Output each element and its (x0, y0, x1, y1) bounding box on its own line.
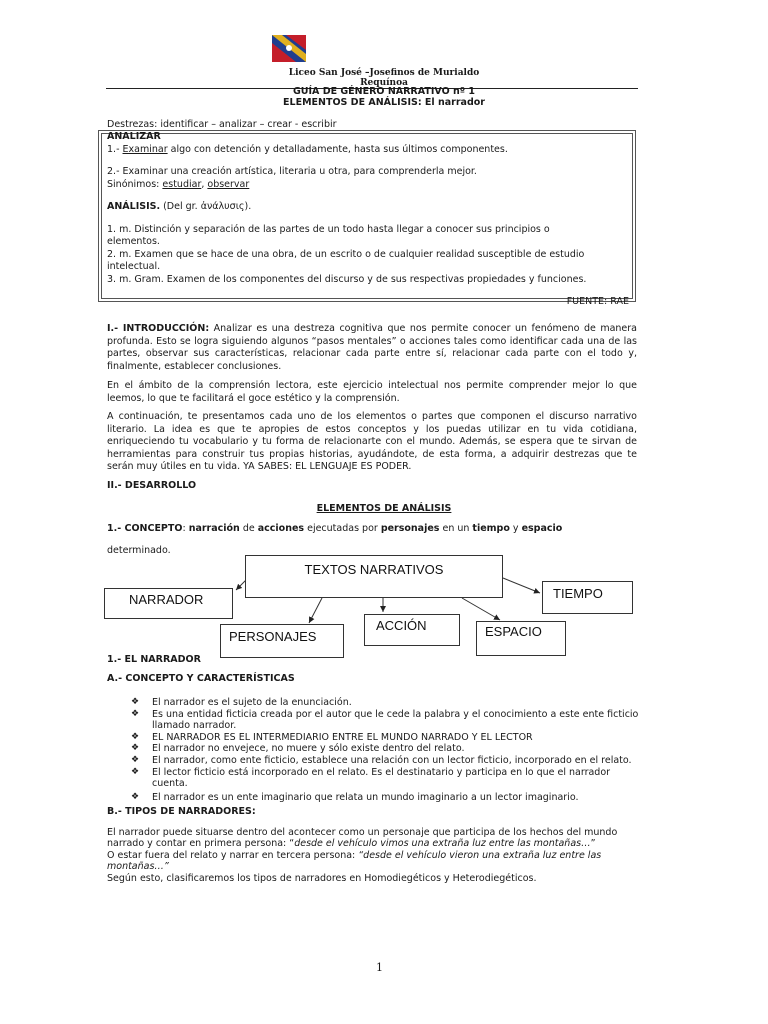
concept-tiempo: tiempo (472, 523, 510, 534)
concept-personajes: personajes (380, 523, 440, 534)
intro-paragraph-2: En el ámbito de la comprensión lectora, este ejercicio intelectual nos permite comprender mejor lo que leemos, lo que te facilitará el goce estético y la comprensión. (107, 380, 637, 404)
tipos-paragraph (107, 827, 647, 884)
diamond-bullet-icon: ❖ (131, 708, 140, 719)
list-item (131, 743, 641, 755)
def1-number: 1.- (107, 143, 123, 155)
characteristics-list (131, 697, 641, 803)
intro-paragraph-3: A continuación, te presentamos cada uno de los elementos o partes que componen el discurso narrativo literario. La idea es que te apropies de estos conceptos y los puedas utilizar en tu vida cotidiana, enriqueciendo tu vocabulario y tu forma de relacionarte con el mundo. Además, se espera que te sirvan de herramientas para construir tus propias historias, ayudándote, de esta forma, a adquirir destrezas que te serán muy útiles en tu vida. YA SABES: EL LENGUAJE ES PODER. (107, 411, 637, 472)
arrow-to-personajes (309, 598, 322, 623)
desarrollo-heading: II.- DESARROLLO (107, 480, 197, 491)
concept-de: de (239, 523, 258, 534)
concept-en-un: en un (439, 523, 473, 534)
tipos-third-person (107, 850, 647, 873)
def1-word-link[interactable]: Examinar (122, 143, 168, 155)
analisis-title: ANÁLISIS. (107, 201, 161, 212)
diamond-bullet-icon: ❖ (131, 754, 140, 765)
elements-title: ELEMENTOS DE ANÁLISIS (316, 503, 452, 514)
diamond-bullet-icon: ❖ (131, 743, 140, 754)
list-item (131, 732, 641, 744)
list-item (131, 697, 641, 709)
guide-title: GUÍA DE GÉNERO NARRATIVO nº 1 (293, 86, 475, 97)
tipos-first-person (107, 827, 647, 850)
diagram-narrador-box: NARRADOR (104, 588, 233, 619)
analisis-origin: (Del gr. ἀνάλυσις). (160, 201, 252, 212)
school-name: Liceo San José –Josefinos de Murialdo (288, 68, 480, 78)
page-number: 1 (376, 961, 383, 974)
skills-line: Destrezas: identificar – analizar – crear - escribir (107, 119, 337, 130)
concept-y: y (509, 523, 522, 534)
tipos-title: B.- TIPOS DE NARRADORES: (107, 806, 256, 817)
list-item-text: El narrador es el sujeto de la enunciación. (152, 697, 352, 708)
definition-source: FUENTE: RAE (566, 296, 629, 307)
tipos-classification: Según esto, clasificaremos los tipos de narradores en Homodiegéticos y Heterodiegéticos. (107, 872, 537, 884)
tipos-first-person-text: El narrador puede situarse dentro del acontecer como un personaje que participa de los hechos del mundo narrado y contar en primera persona: “ (107, 827, 618, 850)
characteristics-title: A.- CONCEPTO Y CARACTERÍSTICAS (107, 673, 295, 684)
concept-colon: : (182, 523, 189, 534)
concept-number: 1.- CONCEPTO (107, 523, 183, 534)
list-item-text: El narrador no envejece, no muere y sólo existe dentro del relato. (152, 743, 465, 755)
synonyms-label: Sinónimos: (107, 178, 163, 190)
tipos-third-person-quote: “desde el vehículo vieron una extraña luz entre las montañas…” (107, 849, 602, 873)
concept-acciones: acciones (257, 523, 305, 534)
tipos-third-person-text: O estar fuera del relato y narrar en tercera persona: (107, 849, 359, 861)
list-item-text: Es una entidad ficticia creada por el autor que le cede la palabra y el conocimiento a este ente ficticio llamado narrador. (152, 708, 639, 732)
arrow-to-tiempo (503, 578, 540, 593)
diamond-bullet-icon: ❖ (131, 791, 140, 802)
def1-text: algo con detención y detalladamente, hasta sus últimos componentes. (167, 143, 508, 155)
concept-end: determinado. (107, 545, 171, 556)
list-item-text: El narrador, como ente ficticio, establece una relación con un lector ficticio, incorporado en el relato. (152, 754, 632, 766)
diagram-accion-box: ACCIÓN (364, 614, 460, 646)
narrador-title: 1.- EL NARRADOR (107, 654, 201, 665)
tipos-first-person-quote: desde el vehículo vimos una extraña luz entre las montañas… (294, 838, 591, 850)
list-item (131, 709, 641, 732)
diagram-tiempo-box: TIEMPO (542, 581, 633, 614)
list-item-text: El lector ficticio está incorporado en el relato. Es el destinatario y participa en lo que el narrador cuenta. (152, 766, 611, 790)
arrow-to-espacio (462, 598, 500, 620)
diagram-main-box: TEXTOS NARRATIVOS (245, 555, 503, 598)
list-item (131, 792, 641, 804)
intro-text-1: Analizar es una destreza cognitiva que nos permite conocer un fenómeno de manera profunda. Esto se logra siguiendo algunos “pasos mentales” o acciones tales como identificar cada una de las partes, observar sus características, relacionar cada parte entre sí, relacionar cada parte con el todo y, finalmente, establecer conclusiones. (107, 323, 637, 372)
synonym-estudiar-link[interactable]: estudiar (162, 178, 202, 190)
list-item (131, 755, 641, 767)
concept-ejecutadas: ejecutadas por (304, 523, 381, 534)
diamond-bullet-icon: ❖ (131, 766, 140, 777)
concept-narracion: narración (188, 523, 240, 534)
analisis-meaning-3: 3. m. Gram. Examen de los componentes del discurso y de sus respectivas propiedades y funciones. (107, 273, 587, 285)
analizar-title: ANALIZAR (107, 131, 161, 142)
diamond-bullet-icon: ❖ (131, 731, 140, 742)
intro-label: I.- INTRODUCCIÓN: (107, 323, 210, 334)
analisis-meaning-2: 2. m. Examen que se hace de una obra, de un escrito o de cualquier realidad susceptible de estudio intelectual. (107, 248, 585, 272)
synonym-separator: , (201, 178, 208, 190)
list-item-text: EL NARRADOR ES EL INTERMEDIARIO ENTRE EL MUNDO NARRADO Y EL LECTOR (152, 731, 533, 743)
tipos-first-person-close: ” (590, 838, 596, 850)
analizar-def-2: 2.- Examinar una creación artística, literaria u otra, para comprenderla mejor. (107, 166, 477, 177)
list-item (131, 767, 641, 790)
diagram-espacio-box: ESPACIO (476, 621, 566, 656)
analisis-meaning-1: 1. m. Distinción y separación de las partes de un todo hasta llegar a conocer sus principios o elementos. (107, 223, 550, 247)
list-item-text: El narrador es un ente imaginario que relata un mundo imaginario a un lector imaginario. (152, 791, 579, 803)
concept-espacio: espacio (521, 523, 563, 534)
diagram-personajes-box: PERSONAJES (220, 624, 344, 658)
guide-subtitle: ELEMENTOS DE ANÁLISIS: El narrador (283, 97, 485, 108)
diamond-bullet-icon: ❖ (131, 697, 140, 707)
synonym-observar-link[interactable]: observar (207, 178, 250, 190)
school-city: Requínoa (360, 78, 408, 88)
